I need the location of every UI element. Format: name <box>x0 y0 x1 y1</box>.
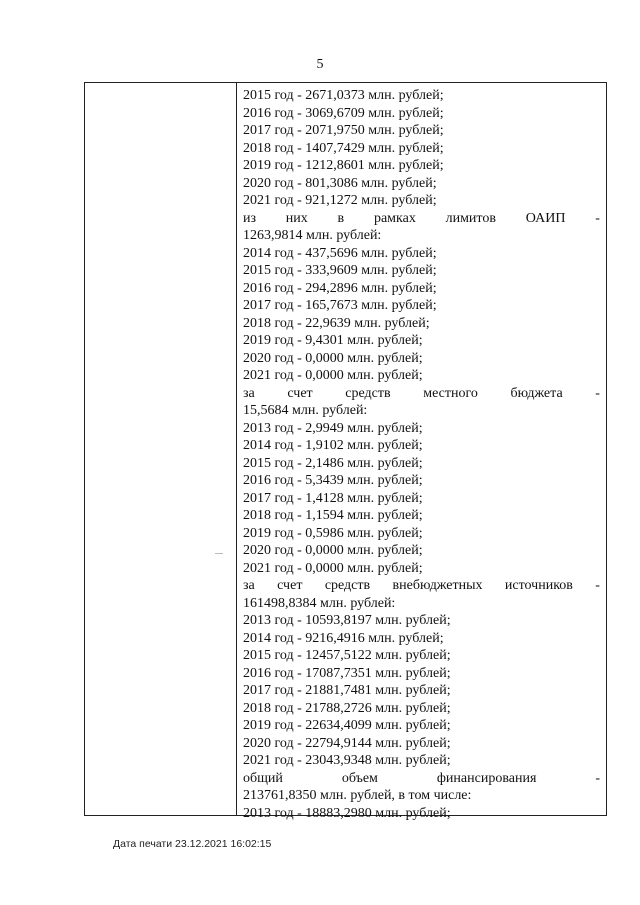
word: в <box>337 210 345 226</box>
text-line: 2020 год - 0,0000 млн. рублей; <box>243 350 423 366</box>
text-line <box>243 770 600 788</box>
text-line: 2021 год - 921,1272 млн. рублей; <box>243 193 437 208</box>
word: лимитов <box>445 210 496 226</box>
word: - <box>595 770 600 786</box>
text-line: 2015 год - 2671,0373 млн. рублей; <box>243 88 444 103</box>
word: внебюджетных <box>392 578 483 593</box>
word: за <box>243 385 255 401</box>
text-line: 2017 год - 165,7673 млн. рублей; <box>243 298 437 313</box>
text-line: 2019 год - 22634,4099 млн. рублей; <box>243 718 451 733</box>
text-line: 2021 год - 0,0000 млн. рублей; <box>243 560 423 576</box>
page-number: 5 <box>316 57 324 72</box>
word: объем <box>341 770 378 786</box>
text-line: 2018 год - 1,1594 млн. рублей; <box>243 508 423 523</box>
print-date: Дата печати 23.12.2021 16:02:15 <box>113 838 272 850</box>
word: счет <box>277 578 303 593</box>
text-line: 213761,8350 млн. рублей, в том числе: <box>243 788 472 803</box>
word: - <box>595 210 600 226</box>
text-line: 2015 год - 2,1486 млн. рублей; <box>243 455 423 471</box>
text-line: 2018 год - 21788,2726 млн. рублей; <box>243 700 451 716</box>
text-line: 2017 год - 21881,7481 млн. рублей; <box>243 683 451 698</box>
word: рамках <box>373 210 416 226</box>
word: за <box>243 578 255 593</box>
text-line: 2017 год - 1,4128 млн. рублей; <box>243 490 423 506</box>
word: местного <box>423 385 478 401</box>
text-line: 2019 год - 0,5986 млн. рублей; <box>243 525 423 541</box>
table-left-cell <box>85 83 237 815</box>
word: из <box>243 210 257 226</box>
funding-table <box>84 82 607 821</box>
word: них <box>285 210 308 226</box>
word: средств <box>324 578 371 593</box>
word: - <box>595 385 600 401</box>
text-line: 2015 год - 333,9609 млн. рублей; <box>243 263 437 278</box>
text-line: 2018 год - 22,9639 млн. рублей; <box>243 315 430 331</box>
text-line <box>243 385 600 403</box>
word: средств <box>345 385 391 401</box>
text-line: 1263,9814 млн. рублей: <box>243 228 382 243</box>
word: общий <box>243 770 283 786</box>
text-line: 2014 год - 437,5696 млн. рублей; <box>243 245 437 261</box>
text-line: 2016 год - 294,2896 млн. рублей; <box>243 280 437 296</box>
text-line: 2013 год - 2,9949 млн. рублей; <box>243 420 423 436</box>
word: счет <box>287 385 313 401</box>
word: источников <box>504 578 573 593</box>
text-line: 2018 год - 1407,7429 млн. рублей; <box>243 140 444 156</box>
text-line: 2013 год - 18883,2980 млн. рублей; <box>243 805 451 821</box>
text-line: 2020 год - 801,3086 млн. рублей; <box>243 175 437 191</box>
text-line: 161498,8384 млн. рублей: <box>243 595 396 611</box>
scan-speck <box>215 553 223 554</box>
text-line: 2014 год - 1,9102 млн. рублей; <box>243 438 423 453</box>
text-line: 2019 год - 1212,8601 млн. рублей; <box>243 158 444 173</box>
text-line: 2020 год - 22794,9144 млн. рублей; <box>243 735 451 751</box>
text-line: 15,5684 млн. рублей: <box>243 403 368 418</box>
text-line: 2016 год - 5,3439 млн. рублей; <box>243 473 423 488</box>
word: бюджета <box>510 385 563 401</box>
text-line: 2021 год - 23043,9348 млн. рублей; <box>243 753 451 768</box>
text-line: 2020 год - 0,0000 млн. рублей; <box>243 543 423 558</box>
text-line: 2014 год - 9216,4916 млн. рублей; <box>243 630 444 646</box>
text-line: 2021 год - 0,0000 млн. рублей; <box>243 368 423 383</box>
text-line <box>243 577 600 595</box>
text-line: 2017 год - 2071,9750 млн. рублей; <box>243 123 444 138</box>
text-line: 2016 год - 3069,6709 млн. рублей; <box>243 105 444 121</box>
text-line <box>243 210 600 228</box>
word: - <box>595 578 600 593</box>
word: финансирования <box>436 770 537 786</box>
text-line: 2016 год - 17087,7351 млн. рублей; <box>243 665 451 681</box>
text-line: 2013 год - 10593,8197 млн. рублей; <box>243 613 451 628</box>
text-line: 2015 год - 12457,5122 млн. рублей; <box>243 648 451 663</box>
word: ОАИП <box>525 210 566 226</box>
table-right-cell <box>237 83 606 821</box>
text-line: 2019 год - 9,4301 млн. рублей; <box>243 333 423 348</box>
